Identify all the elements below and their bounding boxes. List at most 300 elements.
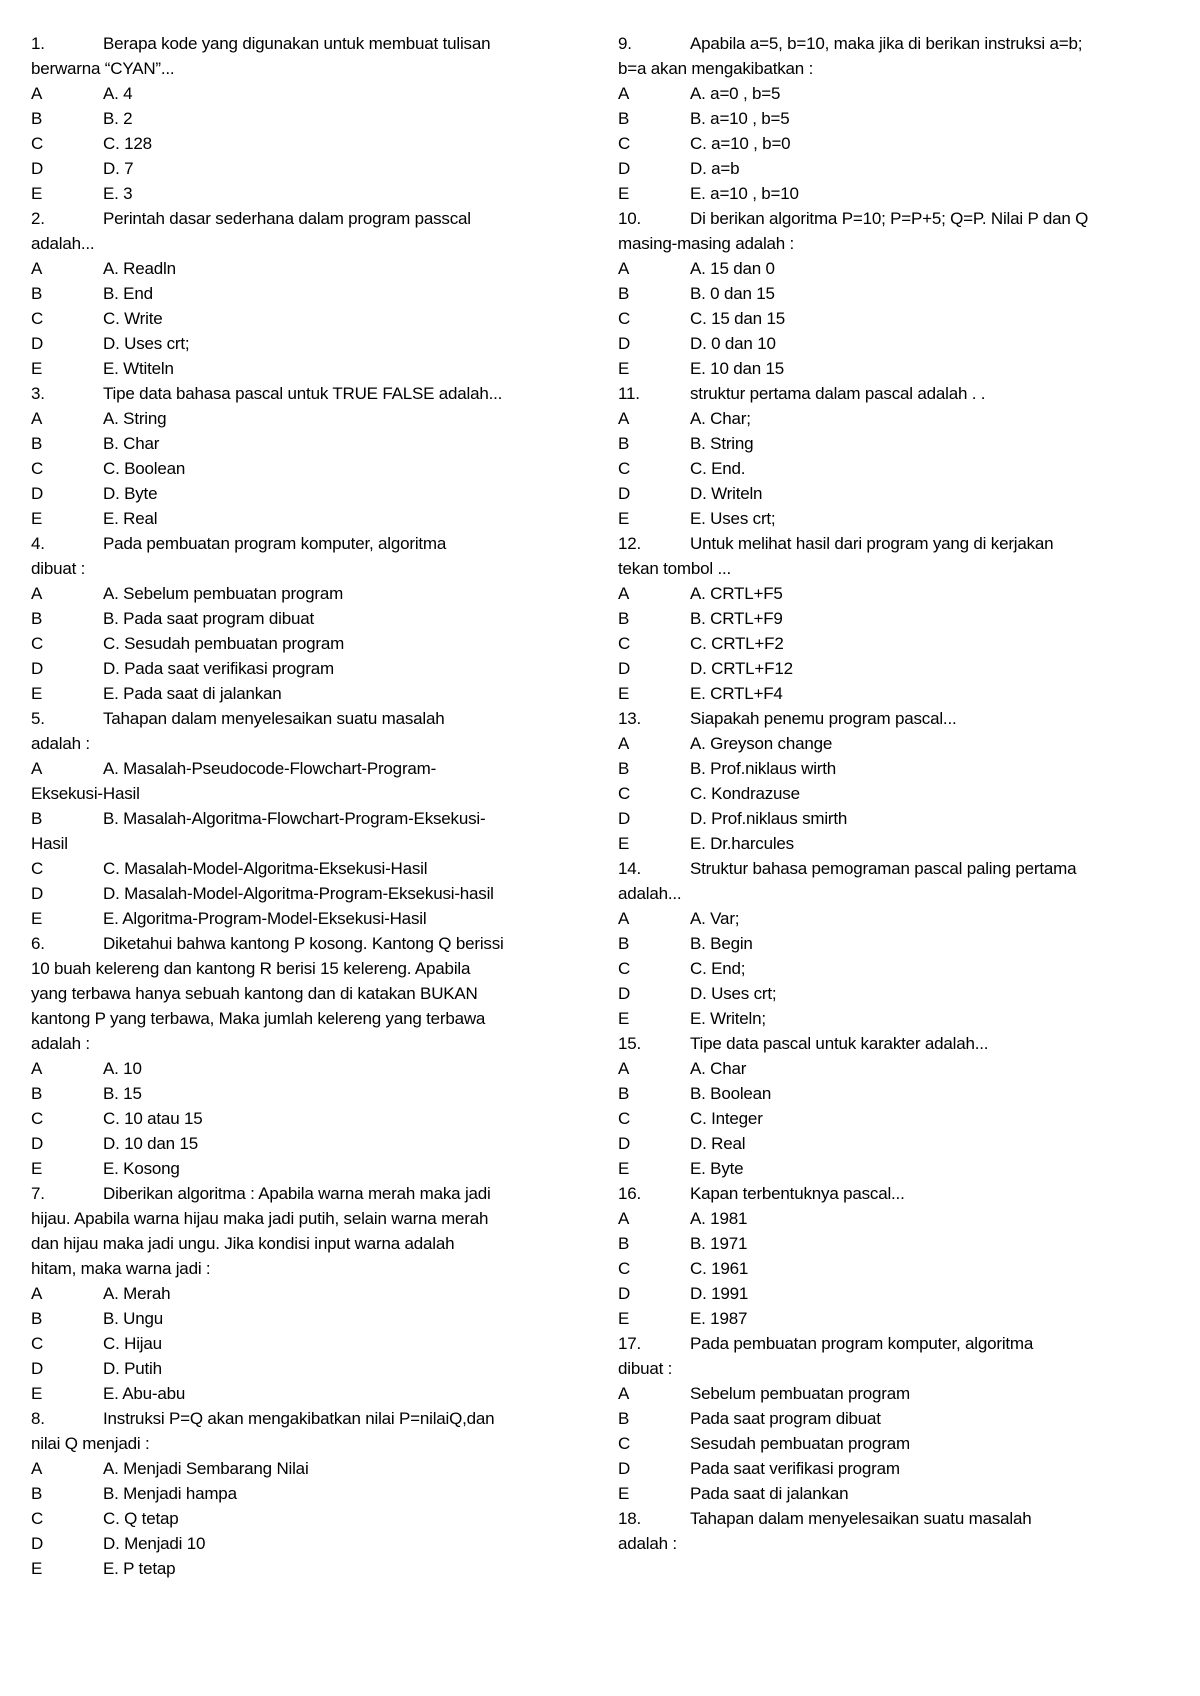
option-text: E. 3 [103, 184, 133, 203]
option-text: C. Q tetap [103, 1509, 179, 1528]
option-letter: A [31, 1284, 43, 1303]
question-number: 13. [618, 709, 642, 728]
answer-option [31, 1156, 550, 1181]
option-letter: A [618, 409, 630, 428]
option-letter: C [618, 959, 631, 978]
question-line [31, 531, 550, 556]
answer-option [618, 1231, 1138, 1256]
question-block [31, 706, 550, 931]
option-letter: B [618, 1084, 630, 1103]
option-letter: B [31, 1484, 43, 1503]
option-letter: C [31, 309, 44, 328]
option-letter: E [31, 1384, 43, 1403]
question-number: 2. [31, 209, 45, 228]
answer-option [31, 1081, 550, 1106]
answer-option [31, 1556, 550, 1581]
option-text: D. Masalah-Model-Algoritma-Program-Eksekusi-hasil [103, 884, 494, 903]
question-block [618, 531, 1138, 706]
question-text-continued: dibuat : [618, 1359, 673, 1378]
question-block [618, 1331, 1138, 1506]
answer-option [618, 631, 1138, 656]
option-letter: C [31, 134, 44, 153]
option-letter: D [31, 1359, 44, 1378]
question-text: Diketahui bahwa kantong P kosong. Kantong Q berissi [103, 934, 504, 953]
answer-option [618, 1206, 1138, 1231]
option-text: D. 1991 [690, 1284, 749, 1303]
answer-option [618, 356, 1138, 381]
option-letter: B [618, 109, 630, 128]
option-text: D. CRTL+F12 [690, 659, 793, 678]
option-text: B. 1971 [690, 1234, 748, 1253]
option-letter: D [31, 484, 44, 503]
question-text-continued: nilai Q menjadi : [31, 1434, 150, 1453]
answer-option [618, 181, 1138, 206]
option-letter: A [31, 259, 43, 278]
question-line [618, 1506, 1138, 1531]
answer-option [618, 956, 1138, 981]
answer-option [618, 256, 1138, 281]
option-text: D. a=b [690, 159, 740, 178]
answer-option [31, 1506, 550, 1531]
question-number: 14. [618, 859, 642, 878]
option-letter: A [31, 584, 43, 603]
answer-option [31, 806, 550, 831]
answer-option [31, 131, 550, 156]
option-letter: E [618, 1009, 630, 1028]
option-text: D. Uses crt; [690, 984, 777, 1003]
question-text-continued: adalah : [31, 1034, 90, 1053]
question-text-continued: tekan tombol ... [618, 559, 732, 578]
answer-option [31, 331, 550, 356]
option-text-continued: Eksekusi-Hasil [31, 784, 140, 803]
option-text: E. Pada saat di jalankan [103, 684, 282, 703]
answer-option [31, 281, 550, 306]
question-block [31, 206, 550, 381]
answer-option [618, 1306, 1138, 1331]
answer-option [618, 781, 1138, 806]
answer-option [618, 831, 1138, 856]
option-text: B. Begin [690, 934, 753, 953]
option-text: B. Menjadi hampa [103, 1484, 237, 1503]
option-text: D. Writeln [690, 484, 763, 503]
option-text: B. Boolean [690, 1084, 772, 1103]
answer-option [618, 1281, 1138, 1306]
answer-option [31, 1131, 550, 1156]
answer-option [31, 406, 550, 431]
answer-option [618, 1381, 1138, 1406]
question-line [618, 531, 1138, 556]
option-letter: B [31, 434, 43, 453]
answer-option [618, 506, 1138, 531]
option-letter: C [31, 859, 44, 878]
option-letter: D [618, 484, 631, 503]
question-block [618, 706, 1138, 856]
option-text: B. End [103, 284, 153, 303]
option-letter: C [618, 134, 631, 153]
option-text: E. Dr.harcules [690, 834, 794, 853]
option-letter: A [31, 1459, 43, 1478]
question-text: Pada pembuatan program komputer, algoritma [103, 534, 447, 553]
question-number: 3. [31, 384, 45, 403]
question-line [31, 1406, 550, 1431]
answer-option [31, 1106, 550, 1131]
question-block [618, 381, 1138, 531]
option-text: C. Integer [690, 1109, 763, 1128]
answer-option [618, 806, 1138, 831]
option-letter: D [618, 984, 631, 1003]
option-letter: D [618, 159, 631, 178]
option-letter: D [618, 1134, 631, 1153]
option-text: D. Real [690, 1134, 746, 1153]
question-text-continued: yang terbawa hanya sebuah kantong dan di katakan BUKAN [31, 984, 478, 1003]
answer-option [618, 1431, 1138, 1456]
option-text: A. 1981 [690, 1209, 748, 1228]
option-text: A. Masalah-Pseudocode-Flowchart-Program- [103, 759, 437, 778]
answer-option [31, 1306, 550, 1331]
question-number: 8. [31, 1409, 45, 1428]
option-letter: B [31, 1084, 43, 1103]
question-block [618, 31, 1138, 206]
question-text: Kapan terbentuknya pascal... [690, 1184, 905, 1203]
option-letter: D [618, 1284, 631, 1303]
option-text: B. CRTL+F9 [690, 609, 783, 628]
option-letter: B [618, 609, 630, 628]
option-text: E. Byte [690, 1159, 744, 1178]
question-text: Siapakah penemu program pascal... [690, 709, 957, 728]
option-letter: E [618, 1309, 630, 1328]
option-text: A. Readln [103, 259, 176, 278]
option-text: B. 0 dan 15 [690, 284, 775, 303]
option-letter: B [618, 1234, 630, 1253]
option-letter: B [31, 609, 43, 628]
option-text: Pada saat di jalankan [690, 1484, 849, 1503]
answer-option [31, 1456, 550, 1481]
option-letter: E [618, 184, 630, 203]
question-line [618, 1331, 1138, 1356]
answer-option [31, 856, 550, 881]
answer-option [31, 481, 550, 506]
option-text: C. CRTL+F2 [690, 634, 784, 653]
question-text: Diberikan algoritma : Apabila warna merah maka jadi [103, 1184, 491, 1203]
option-text: A. String [103, 409, 167, 428]
option-text: C. End. [690, 459, 746, 478]
option-letter: E [31, 684, 43, 703]
question-text: Perintah dasar sederhana dalam program passcal [103, 209, 471, 228]
answer-option [618, 481, 1138, 506]
option-letter: E [31, 1159, 43, 1178]
option-text: E. 1987 [690, 1309, 748, 1328]
option-letter: E [31, 1559, 43, 1578]
question-text-continued: kantong P yang terbawa, Maka jumlah kelereng yang terbawa [31, 1009, 486, 1028]
question-line [618, 381, 1138, 406]
option-letter: B [31, 1309, 43, 1328]
question-text: Apabila a=5, b=10, maka jika di berikan instruksi a=b; [690, 34, 1083, 53]
question-text-continued: adalah... [31, 234, 95, 253]
option-text: D. Putih [103, 1359, 162, 1378]
question-text: Tahapan dalam menyelesaikan suatu masalah [690, 1509, 1032, 1528]
option-letter: E [31, 359, 43, 378]
option-letter: A [618, 734, 630, 753]
option-text: E. Algoritma-Program-Model-Eksekusi-Hasil [103, 909, 427, 928]
option-letter: C [31, 1109, 44, 1128]
option-text: D. Prof.niklaus smirth [690, 809, 848, 828]
option-letter: E [31, 184, 43, 203]
question-block [31, 1181, 550, 1406]
question-text: Instruksi P=Q akan mengakibatkan nilai P=nilaiQ,dan [103, 1409, 495, 1428]
question-number: 5. [31, 709, 45, 728]
question-text: Struktur bahasa pemograman pascal paling pertama [690, 859, 1077, 878]
option-text: E. Abu-abu [103, 1384, 186, 1403]
option-text: D. 7 [103, 159, 134, 178]
option-letter: B [31, 284, 43, 303]
question-number: 12. [618, 534, 642, 553]
question-number: 7. [31, 1184, 45, 1203]
option-text: Sebelum pembuatan program [690, 1384, 910, 1403]
answer-option [618, 1056, 1138, 1081]
option-text: D. Menjadi 10 [103, 1534, 206, 1553]
answer-option [31, 681, 550, 706]
question-line [618, 31, 1138, 56]
option-letter: C [618, 1109, 631, 1128]
question-block [31, 381, 550, 531]
option-text: Pada saat program dibuat [690, 1409, 881, 1428]
answer-option [31, 1056, 550, 1081]
option-letter: E [618, 1484, 630, 1503]
option-text: A. 4 [103, 84, 133, 103]
question-number: 17. [618, 1334, 642, 1353]
option-text: E. Real [103, 509, 158, 528]
question-text: Pada pembuatan program komputer, algoritma [690, 1334, 1034, 1353]
option-letter: A [618, 1209, 630, 1228]
option-text: C. Write [103, 309, 163, 328]
answer-option [618, 581, 1138, 606]
option-letter: B [618, 434, 630, 453]
answer-option [618, 1006, 1138, 1031]
option-letter: C [618, 784, 631, 803]
option-letter: C [618, 1259, 631, 1278]
answer-option [618, 931, 1138, 956]
question-line [618, 1031, 1138, 1056]
option-text: A. CRTL+F5 [690, 584, 783, 603]
answer-option [31, 306, 550, 331]
answer-option [31, 456, 550, 481]
option-letter: E [31, 909, 43, 928]
right-question-column [618, 31, 1138, 1556]
option-letter: A [618, 584, 630, 603]
option-text: A. Greyson change [690, 734, 833, 753]
question-number: 15. [618, 1034, 642, 1053]
question-text-continued: berwarna “CYAN”... [31, 59, 175, 78]
question-block [618, 856, 1138, 1031]
answer-option [618, 656, 1138, 681]
option-letter: A [618, 1059, 630, 1078]
answer-option [31, 606, 550, 631]
answer-option [31, 906, 550, 931]
option-letter: C [31, 459, 44, 478]
answer-option [618, 1456, 1138, 1481]
question-text: struktur pertama dalam pascal adalah . . [690, 384, 986, 403]
answer-option [31, 756, 550, 781]
option-letter: B [31, 809, 43, 828]
option-letter: D [618, 1459, 631, 1478]
question-number: 16. [618, 1184, 642, 1203]
answer-option [31, 256, 550, 281]
question-line [31, 706, 550, 731]
option-letter: D [31, 1134, 44, 1153]
answer-option [618, 731, 1138, 756]
option-letter: E [618, 359, 630, 378]
option-letter: B [618, 284, 630, 303]
question-text-continued: 10 buah kelereng dan kantong R berisi 15 kelereng. Apabila [31, 959, 471, 978]
option-text: C. 10 atau 15 [103, 1109, 203, 1128]
option-letter: C [31, 634, 44, 653]
answer-option [618, 81, 1138, 106]
option-text: B. Pada saat program dibuat [103, 609, 315, 628]
question-block [31, 531, 550, 706]
option-letter: B [618, 759, 630, 778]
question-text-continued: adalah : [31, 734, 90, 753]
question-number: 18. [618, 1509, 642, 1528]
option-letter: A [31, 84, 43, 103]
option-text: E. Wtiteln [103, 359, 174, 378]
answer-option [618, 981, 1138, 1006]
option-text: A. a=0 , b=5 [690, 84, 781, 103]
option-text: C. Sesudah pembuatan program [103, 634, 345, 653]
question-number: 9. [618, 34, 632, 53]
answer-option [618, 281, 1138, 306]
option-text: A. Menjadi Sembarang Nilai [103, 1459, 309, 1478]
answer-option [618, 1406, 1138, 1431]
question-line [31, 931, 550, 956]
option-text: C. Boolean [103, 459, 186, 478]
question-line [618, 206, 1138, 231]
answer-option [618, 131, 1138, 156]
option-text: B. a=10 , b=5 [690, 109, 790, 128]
answer-option [618, 1081, 1138, 1106]
question-line [618, 1181, 1138, 1206]
answer-option [31, 656, 550, 681]
question-number: 6. [31, 934, 45, 953]
option-letter: C [618, 1434, 631, 1453]
question-block [618, 1031, 1138, 1181]
option-letter: D [31, 334, 44, 353]
option-letter: A [618, 84, 630, 103]
answer-option [31, 431, 550, 456]
option-text: E. Kosong [103, 1159, 180, 1178]
option-letter: D [31, 884, 44, 903]
question-line [31, 1181, 550, 1206]
answer-option [31, 506, 550, 531]
option-text: A. 10 [103, 1059, 142, 1078]
question-number: 11. [618, 384, 640, 403]
answer-option [618, 906, 1138, 931]
option-text: A. Char; [690, 409, 751, 428]
option-letter: C [31, 1509, 44, 1528]
option-text: E. CRTL+F4 [690, 684, 783, 703]
option-text: A. Merah [103, 1284, 171, 1303]
option-letter: C [618, 634, 631, 653]
answer-option [31, 881, 550, 906]
question-text: Berapa kode yang digunakan untuk membuat tulisan [103, 34, 491, 53]
answer-option [618, 156, 1138, 181]
question-text: Di berikan algoritma P=10; P=P+5; Q=P. Nilai P dan Q [690, 209, 1089, 228]
option-text: B. Ungu [103, 1309, 164, 1328]
option-text: C. Hijau [103, 1334, 162, 1353]
option-letter: D [31, 659, 44, 678]
option-letter: B [31, 109, 43, 128]
option-text: D. Byte [103, 484, 158, 503]
option-text: A. Sebelum pembuatan program [103, 584, 344, 603]
option-text: C. a=10 , b=0 [690, 134, 791, 153]
question-text: Tahapan dalam menyelesaikan suatu masalah [103, 709, 445, 728]
answer-option [618, 1256, 1138, 1281]
answer-option [618, 1481, 1138, 1506]
option-text: Sesudah pembuatan program [690, 1434, 910, 1453]
question-text-continued: hitam, maka warna jadi : [31, 1259, 211, 1278]
question-text-continued: hijau. Apabila warna hijau maka jadi putih, selain warna merah [31, 1209, 489, 1228]
question-text: Tipe data pascal untuk karakter adalah... [690, 1034, 989, 1053]
answer-option [31, 1381, 550, 1406]
answer-option [618, 606, 1138, 631]
answer-option [31, 1281, 550, 1306]
question-text-continued: b=a akan mengakibatkan : [618, 59, 814, 78]
question-number: 10. [618, 209, 642, 228]
question-text-continued: adalah... [618, 884, 682, 903]
option-letter: A [31, 1059, 43, 1078]
option-text: D. 0 dan 10 [690, 334, 776, 353]
answer-option [31, 81, 550, 106]
question-block [618, 1506, 1138, 1556]
question-block [31, 1406, 550, 1581]
question-line [31, 31, 550, 56]
option-text: D. 10 dan 15 [103, 1134, 198, 1153]
question-block [618, 206, 1138, 381]
answer-option [31, 106, 550, 131]
question-block [31, 931, 550, 1181]
option-letter: A [31, 759, 43, 778]
option-letter: D [31, 1534, 44, 1553]
question-number: 1. [31, 34, 45, 53]
option-text: A. Var; [690, 909, 740, 928]
option-letter: E [618, 834, 630, 853]
answer-option [618, 106, 1138, 131]
answer-option [618, 306, 1138, 331]
left-question-column [31, 31, 550, 1581]
option-letter: D [618, 809, 631, 828]
answer-option [618, 406, 1138, 431]
option-text: C. End; [690, 959, 746, 978]
option-letter: E [618, 684, 630, 703]
answer-option [31, 156, 550, 181]
answer-option [31, 631, 550, 656]
option-letter: A [618, 259, 630, 278]
option-text: E. Writeln; [690, 1009, 766, 1028]
option-text: E. a=10 , b=10 [690, 184, 799, 203]
option-text: B. Masalah-Algoritma-Flowchart-Program-Eksekusi- [103, 809, 486, 828]
answer-option [618, 681, 1138, 706]
option-text: C. Kondrazuse [690, 784, 800, 803]
answer-option [31, 356, 550, 381]
option-text: B. Prof.niklaus wirth [690, 759, 837, 778]
question-text-continued: dibuat : [31, 559, 86, 578]
question-line [618, 856, 1138, 881]
option-letter: E [618, 1159, 630, 1178]
question-text: Untuk melihat hasil dari program yang di kerjakan [690, 534, 1054, 553]
question-text: Tipe data bahasa pascal untuk TRUE FALSE adalah... [103, 384, 503, 403]
question-text-continued: dan hijau maka jadi ungu. Jika kondisi input warna adalah [31, 1234, 455, 1253]
answer-option [618, 456, 1138, 481]
option-letter: A [618, 1384, 630, 1403]
